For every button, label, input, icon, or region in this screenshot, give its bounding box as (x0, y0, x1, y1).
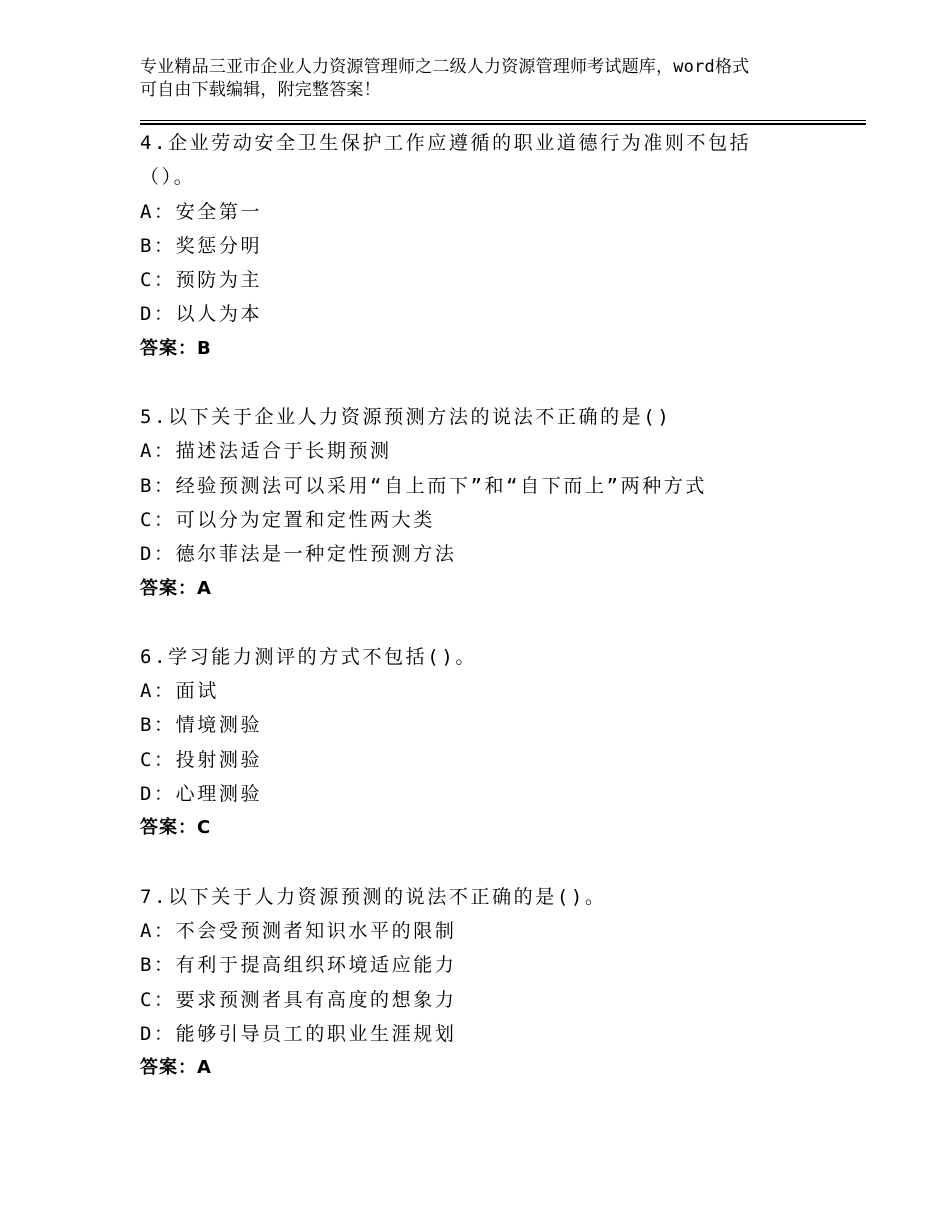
option-d: D：心理测验 (140, 783, 263, 806)
answer-label: 答案：C (140, 817, 212, 839)
option-c: C：要求预测者具有高度的想象力 (140, 988, 457, 1011)
option-c: C：可以分为定置和定性两大类 (140, 508, 435, 531)
option-b: B：有利于提高组织环境适应能力 (140, 954, 457, 977)
option-d: D：德尔菲法是一种定性预测方法 (140, 543, 457, 566)
question-7 (140, 880, 866, 1086)
question-stem: 5.以下关于企业人力资源预测方法的说法不正确的是() (140, 406, 672, 429)
option-a: A：安全第一 (140, 200, 263, 223)
answer-label: 答案：B (140, 337, 212, 359)
option-b: B：情境测验 (140, 714, 263, 737)
option-d: D：能够引导员工的职业生涯规划 (140, 1022, 457, 1045)
option-c: C：投射测验 (140, 748, 263, 771)
option-a: A：描述法适合于长期预测 (140, 440, 392, 463)
header-line-2: 可自由下载编辑，附完整答案！ (140, 80, 381, 100)
header-line-1: 专业精品三亚市企业人力资源管理师之二级人力资源管理师考试题库，word格式 (140, 57, 750, 77)
option-b: B：奖惩分明 (140, 234, 263, 257)
question-stem: 6.学习能力测评的方式不包括()。 (140, 645, 477, 668)
question-6 (140, 640, 866, 846)
answer-label: 答案：A (140, 577, 212, 599)
question-stem: 4.企业劳动安全卫生保护工作应遵循的职业道德行为准则不包括（）。 (140, 132, 752, 189)
option-b: B：经验预测法可以采用“自上而下”和“自下而上”两种方式 (140, 474, 707, 497)
option-c: C：预防为主 (140, 269, 263, 292)
document-header (140, 56, 860, 102)
question-list (140, 126, 866, 1119)
question-stem: 7.以下关于人力资源预测的说法不正确的是()。 (140, 885, 607, 908)
option-d: D：以人为本 (140, 303, 263, 326)
option-a: A：面试 (140, 680, 219, 703)
header-rule-thick (140, 123, 866, 125)
question-4 (140, 126, 866, 366)
option-a: A：不会受预测者知识水平的限制 (140, 919, 457, 942)
answer-label: 答案：A (140, 1057, 212, 1079)
header-rule-thin (140, 120, 866, 121)
question-5 (140, 400, 866, 606)
